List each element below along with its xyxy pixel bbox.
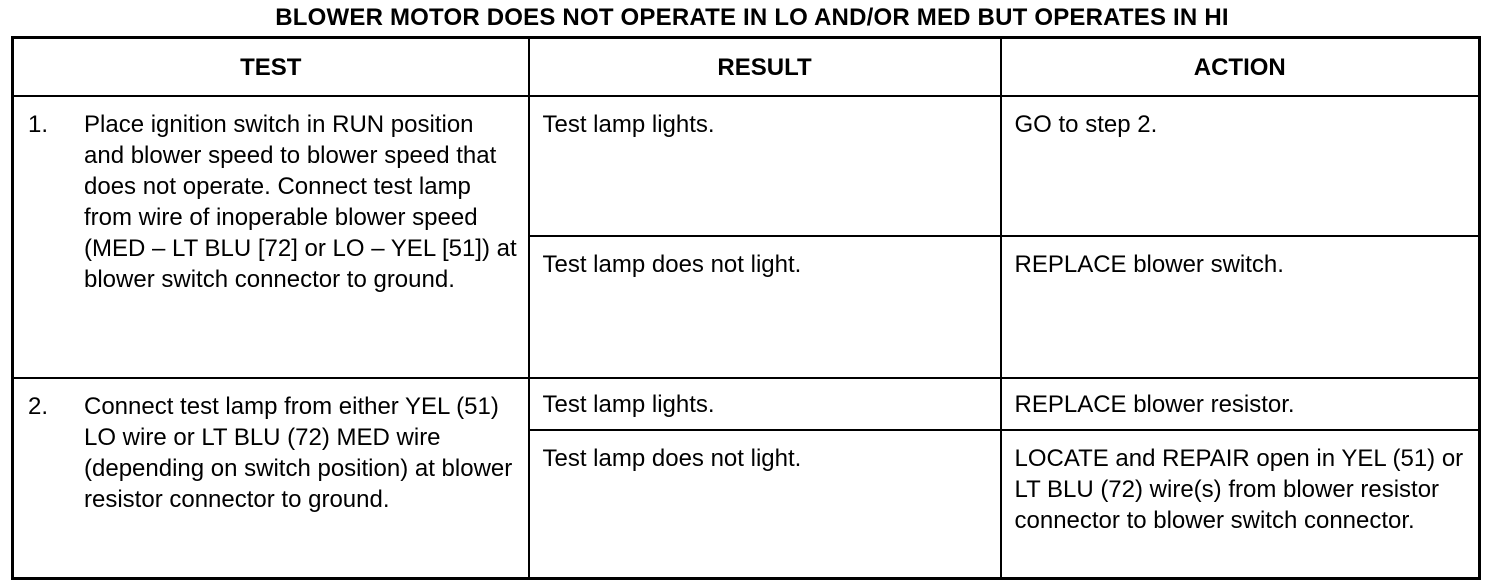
action-cell: LOCATE and REPAIR open in YEL (51) or LT BLU (72) wire(s) from blower resistor connector to blower switch connector.: [1001, 430, 1480, 579]
test-cell-step-2: [13, 378, 529, 579]
table-row: [13, 378, 1480, 430]
result-cell: Test lamp does not light.: [529, 236, 1001, 378]
action-cell: REPLACE blower resistor.: [1001, 378, 1480, 430]
diagnostic-table: [11, 36, 1481, 580]
header-row: [13, 38, 1480, 97]
step-number: 2.: [28, 393, 49, 420]
test-description: Place ignition switch in RUN position and blower speed to blower speed that does not operate. Connect test lamp from wire of inoperable blower speed (MED – LT BLU [72] or LO – YEL [51]) at blower switch connector to ground.: [84, 111, 517, 293]
test-cell-step-1: [13, 96, 529, 378]
result-cell: Test lamp does not light.: [529, 430, 1001, 579]
test-description: Connect test lamp from either YEL (51) LO wire or LT BLU (72) MED wire (depending on switch position) at blower resistor connector to ground.: [84, 393, 513, 513]
action-cell: REPLACE blower switch.: [1001, 236, 1480, 378]
step-number: 1.: [28, 111, 49, 138]
page-title: BLOWER MOTOR DOES NOT OPERATE IN LO AND/OR MED BUT OPERATES IN HI: [275, 4, 1229, 31]
result-cell: Test lamp lights.: [529, 96, 1001, 236]
column-header-test: TEST: [13, 38, 529, 97]
column-header-result: RESULT: [529, 38, 1001, 97]
column-header-action: ACTION: [1001, 38, 1480, 97]
result-cell: Test lamp lights.: [529, 378, 1001, 430]
table-row: [13, 96, 1480, 236]
action-cell: GO to step 2.: [1001, 96, 1480, 236]
